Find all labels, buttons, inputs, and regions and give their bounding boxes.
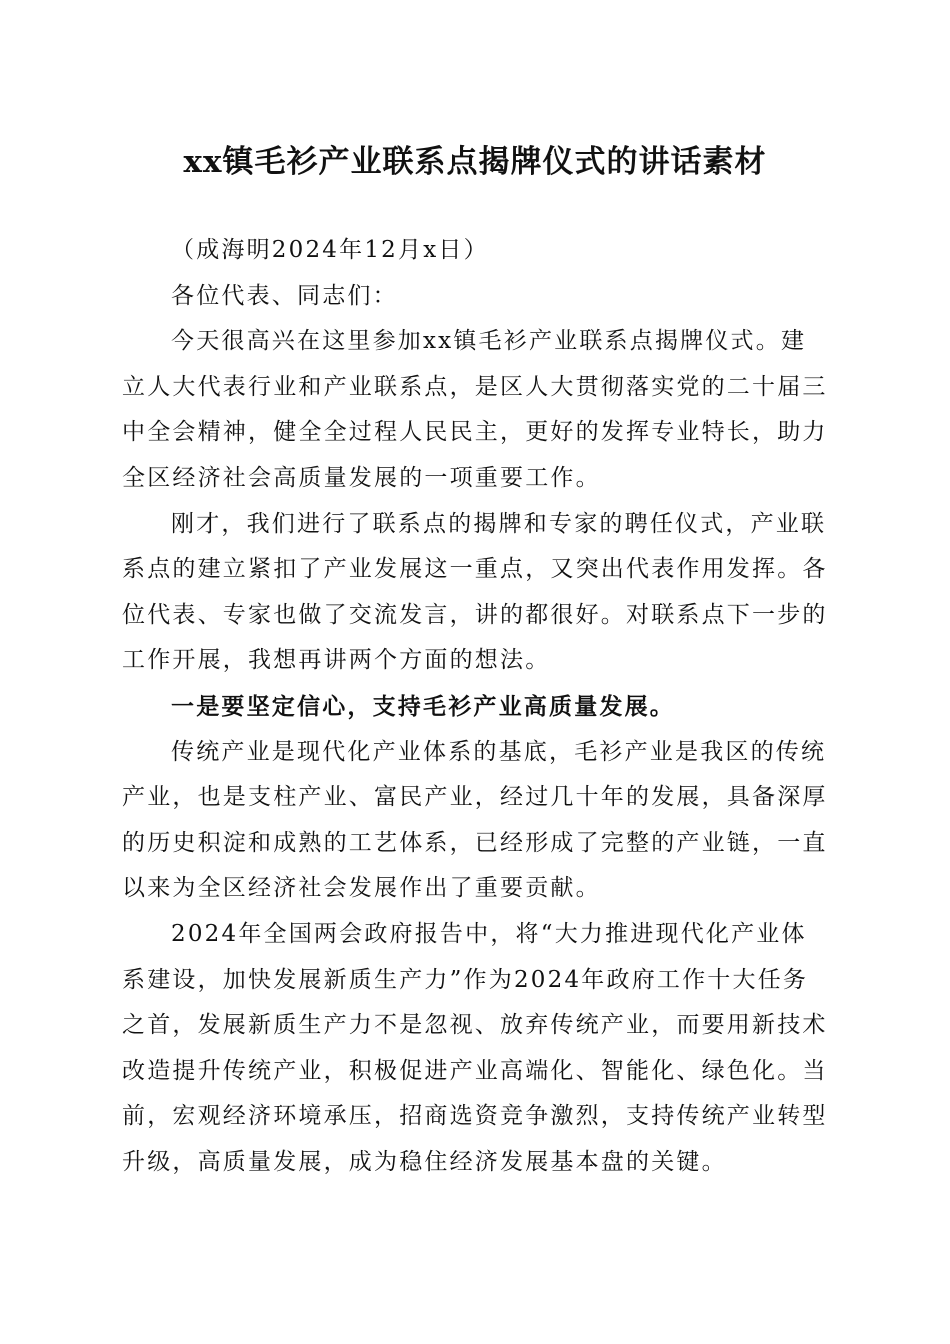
document-body bbox=[122, 228, 830, 1185]
document-title: xx镇毛衫产业联系点揭牌仪式的讲话素材 bbox=[183, 144, 767, 180]
paragraph-3: 传统产业是现代化产业体系的基底，毛衫产业是我区的传统产业，也是支柱产业、富民产业，经过几十年的发展，具备深厚的历史积淀和成熟的工艺体系，已经形成了完整的产业链，一直以来为全区经济社会发展作出了重要贡献。 bbox=[122, 738, 828, 902]
paragraph-4: 2024年全国两会政府报告中，将“大力推进现代化产业体系建设，加快发展新质生产力”作为2024年政府工作十大任务之首，发展新质生产力不是忽视、放弃传统产业，而要用新技术改造提升传统产业，积极促进产业高端化、智能化、绿色化。当前，宏观经济环境承压，招商选资竞争激烈，支持传统产业转型升级，高质量发展，成为稳住经济发展基本盘的关键。 bbox=[122, 920, 828, 1175]
byline: （成海明2024年12月x日） bbox=[171, 237, 489, 263]
salutation: 各位代表、同志们： bbox=[171, 282, 398, 309]
paragraph-2: 刚才，我们进行了联系点的揭牌和专家的聘任仪式，产业联系点的建立紧扣了产业发展这一重点，又突出代表作用发挥。各位代表、专家也做了交流发言，讲的都很好。对联系点下一步的工作开展，我想再讲两个方面的想法。 bbox=[122, 510, 828, 674]
paragraph-1: 今天很高兴在这里参加xx镇毛衫产业联系点揭牌仪式。建立人大代表行业和产业联系点，是区人大贯彻落实党的二十届三中全会精神，健全全过程人民民主，更好的发挥专业特长，助力全区经济社会高质量发展的一项重要工作。 bbox=[122, 328, 828, 491]
section-heading-1: 一是要坚定信心，支持毛衫产业高质量发展。 bbox=[171, 692, 675, 720]
